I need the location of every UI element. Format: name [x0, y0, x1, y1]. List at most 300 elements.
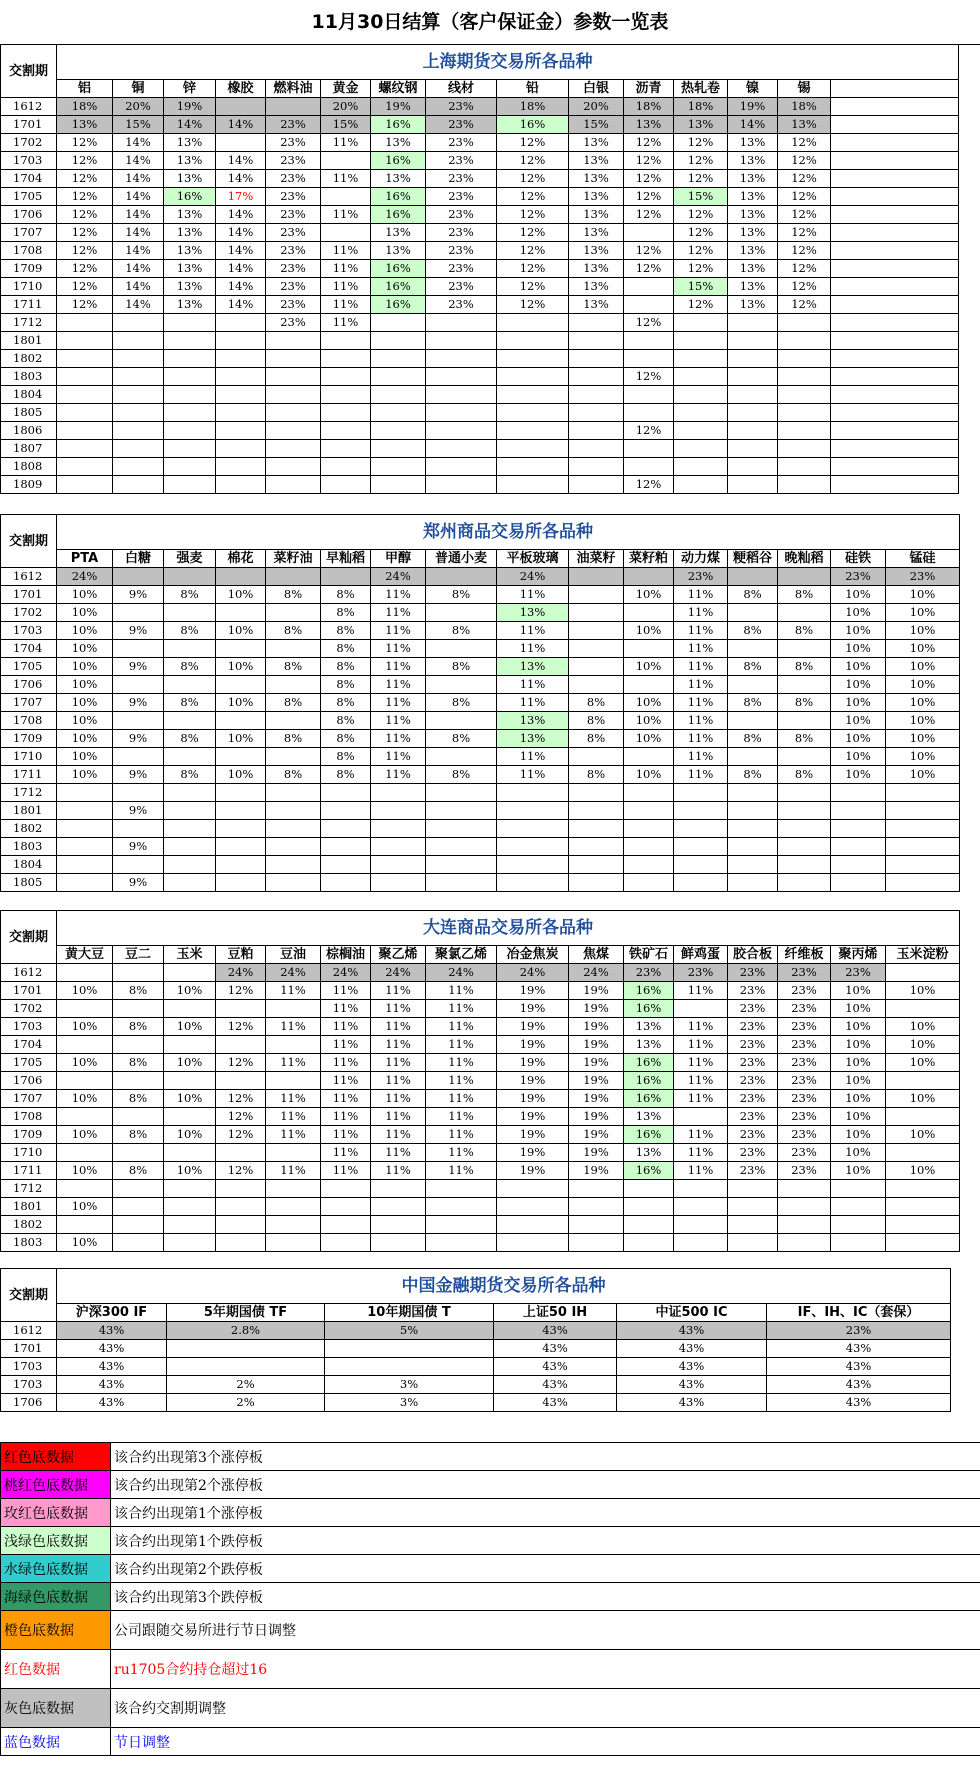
table-row [1, 170, 959, 188]
margin-cell: 12% [624, 422, 674, 440]
margin-cell: 8% [728, 622, 778, 640]
margin-cell [624, 1216, 674, 1234]
margin-cell: 23% [778, 1072, 831, 1090]
margin-cell [426, 820, 497, 838]
margin-cell [497, 440, 569, 458]
period-cell: 1612 [1, 1322, 57, 1340]
margin-cell [321, 802, 371, 820]
cffex-table [0, 1268, 951, 1412]
margin-cell [426, 712, 497, 730]
margin-cell: 11% [674, 1054, 728, 1072]
margin-cell [266, 802, 321, 820]
margin-cell [426, 1180, 497, 1198]
margin-cell: 10% [216, 586, 266, 604]
margin-cell: 23% [266, 314, 321, 332]
margin-cell: 15% [674, 188, 728, 206]
margin-cell [321, 1180, 371, 1198]
table-row [1, 766, 960, 784]
margin-cell: 8% [164, 658, 216, 676]
margin-cell [426, 676, 497, 694]
margin-cell [57, 820, 113, 838]
margin-cell [426, 458, 497, 476]
margin-cell [728, 1234, 778, 1252]
table-row [1, 856, 960, 874]
margin-cell [778, 676, 831, 694]
margin-cell: 8% [321, 658, 371, 676]
margin-cell: 8% [778, 766, 831, 784]
margin-cell: 13% [164, 260, 216, 278]
margin-cell [216, 1198, 266, 1216]
margin-cell [57, 856, 113, 874]
margin-cell: 16% [624, 1090, 674, 1108]
margin-cell [266, 386, 321, 404]
margin-cell [113, 1198, 164, 1216]
margin-cell: 14% [113, 260, 164, 278]
margin-cell [569, 820, 624, 838]
period-cell: 1705 [1, 188, 57, 206]
margin-cell [569, 422, 624, 440]
margin-cell: 11% [426, 1054, 497, 1072]
margin-cell [266, 332, 321, 350]
margin-cell: 8% [113, 1162, 164, 1180]
margin-cell: 11% [426, 982, 497, 1000]
margin-cell: 11% [321, 1144, 371, 1162]
margin-cell [426, 640, 497, 658]
margin-cell: 24% [216, 964, 266, 982]
margin-cell [216, 350, 266, 368]
margin-cell: 14% [113, 224, 164, 242]
margin-cell: 12% [674, 170, 728, 188]
period-cell: 1612 [1, 568, 57, 586]
margin-cell: 10% [886, 1036, 960, 1054]
margin-cell [164, 856, 216, 874]
period-cell: 1706 [1, 206, 57, 224]
margin-cell: 10% [57, 658, 113, 676]
column-header: 玉米 [164, 946, 216, 964]
table-row [1, 224, 959, 242]
margin-cell [624, 802, 674, 820]
table-row [1, 116, 959, 134]
margin-cell: 10% [831, 1162, 886, 1180]
margin-cell [674, 1198, 728, 1216]
margin-cell: 23% [728, 1054, 778, 1072]
margin-cell [57, 386, 113, 404]
margin-cell: 10% [164, 1054, 216, 1072]
margin-cell: 8% [778, 586, 831, 604]
margin-cell: 12% [624, 188, 674, 206]
period-cell: 1707 [1, 224, 57, 242]
margin-cell: 12% [497, 224, 569, 242]
period-cell: 1709 [1, 730, 57, 748]
period-cell: 1706 [1, 676, 57, 694]
margin-cell: 23% [778, 1000, 831, 1018]
margin-cell [164, 568, 216, 586]
margin-cell [831, 874, 886, 892]
margin-cell [886, 1072, 960, 1090]
margin-cell: 14% [113, 206, 164, 224]
period-cell: 1612 [1, 98, 57, 116]
period-cell: 1706 [1, 1394, 57, 1412]
margin-cell: 43% [494, 1394, 617, 1412]
margin-cell [569, 458, 624, 476]
margin-cell: 12% [497, 188, 569, 206]
margin-cell: 19% [569, 1090, 624, 1108]
margin-cell: 11% [321, 1018, 371, 1036]
margin-cell: 10% [831, 640, 886, 658]
margin-cell: 11% [371, 1036, 426, 1054]
margin-cell [57, 1216, 113, 1234]
margin-cell [57, 404, 113, 422]
margin-cell: 13% [728, 152, 778, 170]
table-row [1, 712, 960, 730]
margin-cell: 13% [624, 1108, 674, 1126]
margin-cell [164, 1180, 216, 1198]
margin-cell [57, 1000, 113, 1018]
margin-cell: 19% [569, 1108, 624, 1126]
margin-cell: 23% [426, 170, 497, 188]
period-cell: 1708 [1, 1108, 57, 1126]
column-header: 菜籽油 [266, 550, 321, 568]
margin-cell [216, 404, 266, 422]
margin-cell: 11% [371, 982, 426, 1000]
margin-cell: 8% [569, 766, 624, 784]
margin-cell [728, 458, 778, 476]
margin-cell: 10% [831, 604, 886, 622]
margin-cell: 12% [778, 224, 831, 242]
margin-cell [164, 476, 216, 494]
margin-cell [216, 1072, 266, 1090]
margin-cell [321, 476, 371, 494]
margin-cell [216, 1234, 266, 1252]
margin-cell [321, 368, 371, 386]
margin-cell [113, 568, 164, 586]
margin-cell [778, 1198, 831, 1216]
margin-cell: 8% [164, 694, 216, 712]
column-header: 晚籼稻 [778, 550, 831, 568]
table-row [1, 314, 959, 332]
empty-cell [831, 260, 959, 278]
margin-cell [113, 1000, 164, 1018]
margin-cell: 43% [767, 1376, 951, 1394]
margin-cell [778, 568, 831, 586]
margin-cell: 13% [371, 170, 426, 188]
margin-cell [674, 820, 728, 838]
margin-cell [728, 314, 778, 332]
margin-cell: 8% [266, 694, 321, 712]
margin-cell [113, 1234, 164, 1252]
margin-cell: 8% [728, 658, 778, 676]
margin-cell [624, 676, 674, 694]
table-row [1, 1394, 951, 1412]
margin-cell: 12% [497, 152, 569, 170]
margin-cell [371, 386, 426, 404]
margin-cell [674, 1180, 728, 1198]
column-header: 平板玻璃 [497, 550, 569, 568]
margin-cell [497, 784, 569, 802]
margin-cell: 8% [569, 712, 624, 730]
margin-cell: 23% [728, 982, 778, 1000]
margin-cell: 43% [57, 1358, 167, 1376]
margin-cell [321, 874, 371, 892]
margin-cell [113, 404, 164, 422]
table-row [1, 802, 960, 820]
margin-cell [624, 332, 674, 350]
legend-swatch-label: 红色数据 [1, 1650, 111, 1689]
margin-cell: 11% [497, 748, 569, 766]
table-row [1, 640, 960, 658]
margin-cell [321, 568, 371, 586]
empty-cell [831, 224, 959, 242]
margin-cell [426, 838, 497, 856]
table-row [1, 1108, 960, 1126]
margin-cell: 12% [216, 1126, 266, 1144]
margin-cell [728, 856, 778, 874]
margin-cell: 10% [624, 622, 674, 640]
margin-cell [266, 1036, 321, 1054]
margin-cell: 11% [266, 1090, 321, 1108]
margin-cell: 10% [831, 748, 886, 766]
legend-swatch-label: 红色底数据 [1, 1443, 111, 1471]
margin-cell [266, 476, 321, 494]
margin-cell: 11% [371, 766, 426, 784]
margin-cell [778, 1180, 831, 1198]
margin-cell [426, 476, 497, 494]
margin-cell [113, 712, 164, 730]
margin-cell [569, 640, 624, 658]
margin-cell: 11% [674, 712, 728, 730]
margin-cell: 10% [886, 640, 960, 658]
margin-cell: 43% [767, 1394, 951, 1412]
margin-cell: 10% [57, 766, 113, 784]
margin-cell: 11% [371, 748, 426, 766]
period-cell: 1808 [1, 458, 57, 476]
margin-cell [426, 856, 497, 874]
table-row [1, 1054, 960, 1072]
margin-cell: 10% [831, 694, 886, 712]
margin-cell [426, 404, 497, 422]
period-header: 交割期 [1, 911, 57, 964]
table-row [1, 1018, 960, 1036]
table-row [1, 874, 960, 892]
column-header: 棉花 [216, 550, 266, 568]
margin-cell: 11% [674, 1018, 728, 1036]
column-header: 上证50 IH [494, 1304, 617, 1322]
margin-cell: 23% [426, 188, 497, 206]
margin-cell [321, 820, 371, 838]
margin-cell: 11% [371, 1144, 426, 1162]
margin-cell: 11% [371, 640, 426, 658]
margin-cell: 8% [321, 712, 371, 730]
margin-cell [624, 748, 674, 766]
margin-cell: 11% [371, 676, 426, 694]
empty-cell [831, 116, 959, 134]
legend-description: 该合约出现第3个涨停板 [111, 1443, 980, 1471]
period-cell: 1703 [1, 152, 57, 170]
margin-cell [164, 874, 216, 892]
margin-cell: 23% [831, 568, 886, 586]
margin-cell [57, 802, 113, 820]
table-row [1, 404, 959, 422]
margin-cell [371, 404, 426, 422]
margin-cell: 43% [57, 1394, 167, 1412]
table-row [1, 386, 959, 404]
table-row [1, 568, 960, 586]
margin-cell: 10% [886, 658, 960, 676]
margin-cell [674, 1108, 728, 1126]
column-header: 豆粕 [216, 946, 266, 964]
margin-cell [266, 820, 321, 838]
margin-cell: 10% [164, 1090, 216, 1108]
czce-table [0, 514, 960, 892]
margin-cell [216, 784, 266, 802]
margin-cell: 12% [674, 206, 728, 224]
margin-cell [216, 1216, 266, 1234]
period-cell: 1806 [1, 422, 57, 440]
margin-cell [624, 568, 674, 586]
period-cell: 1702 [1, 134, 57, 152]
margin-cell [674, 1000, 728, 1018]
margin-cell [164, 386, 216, 404]
table-row [1, 152, 959, 170]
margin-cell [113, 332, 164, 350]
margin-cell: 11% [674, 1126, 728, 1144]
legend-row [1, 1471, 980, 1499]
margin-cell [113, 1180, 164, 1198]
margin-cell: 14% [113, 134, 164, 152]
margin-cell: 8% [113, 1090, 164, 1108]
margin-cell: 13% [569, 170, 624, 188]
margin-cell: 11% [321, 314, 371, 332]
margin-cell: 10% [831, 1126, 886, 1144]
margin-cell: 11% [426, 1072, 497, 1090]
margin-cell [164, 314, 216, 332]
margin-cell: 11% [674, 604, 728, 622]
column-header: 螺纹钢 [371, 80, 426, 98]
margin-cell [569, 476, 624, 494]
margin-cell [831, 838, 886, 856]
margin-cell [569, 622, 624, 640]
margin-cell: 19% [497, 1126, 569, 1144]
column-header: 粳稻谷 [728, 550, 778, 568]
margin-cell [216, 856, 266, 874]
margin-cell [371, 1234, 426, 1252]
margin-cell [164, 784, 216, 802]
margin-cell: 13% [674, 116, 728, 134]
table-row [1, 586, 960, 604]
margin-cell [321, 224, 371, 242]
margin-cell [164, 1234, 216, 1252]
margin-cell: 11% [321, 296, 371, 314]
margin-cell [216, 440, 266, 458]
margin-cell: 12% [624, 242, 674, 260]
margin-cell: 13% [624, 1144, 674, 1162]
legend-table [0, 1442, 980, 1756]
margin-cell [569, 676, 624, 694]
margin-cell: 23% [728, 1162, 778, 1180]
margin-cell [164, 838, 216, 856]
margin-cell [371, 332, 426, 350]
margin-cell: 20% [321, 98, 371, 116]
margin-cell: 23% [778, 1054, 831, 1072]
column-header: 燃料油 [266, 80, 321, 98]
margin-cell: 10% [886, 712, 960, 730]
margin-cell: 14% [113, 296, 164, 314]
period-cell: 1801 [1, 802, 57, 820]
margin-cell: 23% [728, 1018, 778, 1036]
margin-cell: 8% [321, 586, 371, 604]
margin-cell [728, 368, 778, 386]
margin-cell [886, 856, 960, 874]
margin-cell: 12% [216, 1054, 266, 1072]
margin-cell: 43% [617, 1376, 767, 1394]
margin-cell [886, 1216, 960, 1234]
margin-cell: 8% [321, 766, 371, 784]
period-cell: 1804 [1, 856, 57, 874]
margin-cell [426, 440, 497, 458]
margin-cell [113, 386, 164, 404]
margin-cell [778, 856, 831, 874]
margin-cell [569, 368, 624, 386]
margin-cell: 11% [426, 1000, 497, 1018]
empty-cell [831, 98, 959, 116]
margin-cell [569, 1198, 624, 1216]
margin-cell: 16% [164, 188, 216, 206]
margin-cell [497, 332, 569, 350]
margin-cell [164, 1198, 216, 1216]
margin-cell [674, 458, 728, 476]
margin-cell [266, 856, 321, 874]
period-cell: 1712 [1, 314, 57, 332]
margin-cell: 19% [497, 1054, 569, 1072]
margin-cell: 12% [497, 134, 569, 152]
margin-cell [216, 458, 266, 476]
margin-cell: 10% [886, 586, 960, 604]
margin-cell: 23% [624, 964, 674, 982]
legend-description: 该合约出现第2个涨停板 [111, 1471, 980, 1499]
margin-cell [164, 1216, 216, 1234]
margin-cell: 11% [674, 766, 728, 784]
margin-cell [266, 458, 321, 476]
margin-cell: 13% [57, 116, 113, 134]
margin-cell: 11% [371, 604, 426, 622]
legend-swatch-label: 水绿色底数据 [1, 1555, 111, 1583]
empty-cell [831, 206, 959, 224]
margin-cell [164, 640, 216, 658]
margin-cell: 15% [321, 116, 371, 134]
legend-swatch-label: 橙色底数据 [1, 1611, 111, 1650]
table-row [1, 350, 959, 368]
margin-cell: 23% [728, 1000, 778, 1018]
margin-cell [624, 350, 674, 368]
margin-cell [266, 440, 321, 458]
margin-cell [371, 440, 426, 458]
margin-cell: 11% [497, 622, 569, 640]
margin-cell: 10% [624, 712, 674, 730]
margin-cell [426, 568, 497, 586]
margin-cell [674, 314, 728, 332]
margin-cell: 12% [216, 1162, 266, 1180]
margin-cell [321, 1216, 371, 1234]
column-header: 5年期国债 TF [167, 1304, 325, 1322]
margin-cell: 15% [569, 116, 624, 134]
margin-cell: 10% [886, 1090, 960, 1108]
margin-cell [216, 874, 266, 892]
period-cell: 1707 [1, 694, 57, 712]
margin-cell: 19% [569, 1144, 624, 1162]
margin-cell: 8% [266, 766, 321, 784]
empty-cell [831, 134, 959, 152]
margin-cell [674, 1216, 728, 1234]
